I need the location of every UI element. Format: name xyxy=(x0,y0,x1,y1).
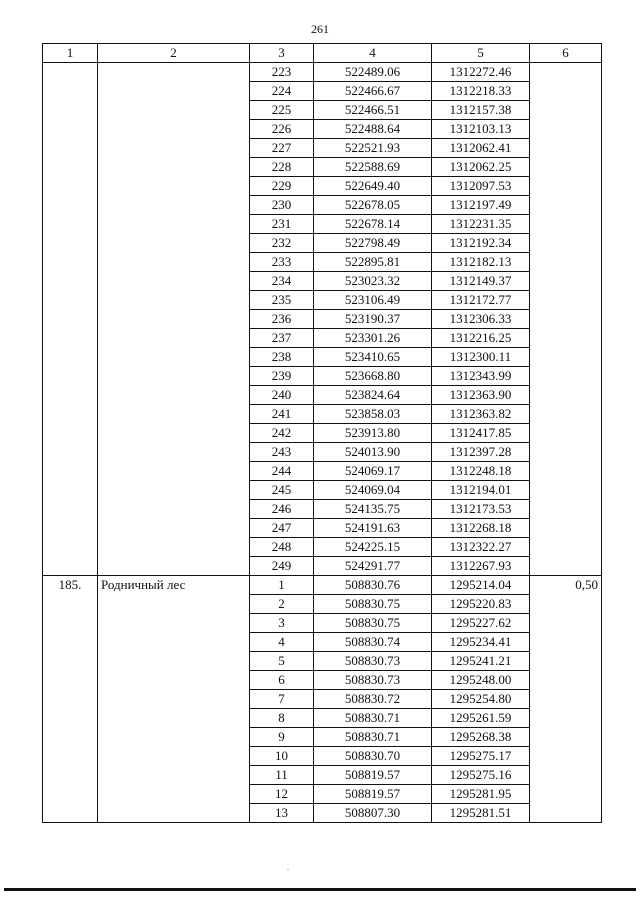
y-coordinate: 1295281.51 xyxy=(432,804,530,823)
y-coordinate: 1312197.49 xyxy=(432,196,530,215)
x-coordinate: 524069.04 xyxy=(314,481,432,500)
area-value: 0,50 xyxy=(530,576,602,823)
x-coordinate: 522466.51 xyxy=(314,101,432,120)
x-coordinate: 524225.15 xyxy=(314,538,432,557)
point-index: 11 xyxy=(250,766,314,785)
point-index: 233 xyxy=(250,253,314,272)
x-coordinate: 523301.26 xyxy=(314,329,432,348)
column-header: 6 xyxy=(530,44,602,63)
x-coordinate: 508830.73 xyxy=(314,652,432,671)
x-coordinate: 508830.73 xyxy=(314,671,432,690)
point-index: 12 xyxy=(250,785,314,804)
x-coordinate: 523410.65 xyxy=(314,348,432,367)
table-row xyxy=(43,576,602,595)
x-coordinate: 524069.17 xyxy=(314,462,432,481)
point-index: 239 xyxy=(250,367,314,386)
point-index: 232 xyxy=(250,234,314,253)
point-index: 4 xyxy=(250,633,314,652)
scan-mark xyxy=(287,869,289,870)
x-coordinate: 523190.37 xyxy=(314,310,432,329)
y-coordinate: 1312343.99 xyxy=(432,367,530,386)
header-row xyxy=(43,44,602,63)
x-coordinate: 508830.75 xyxy=(314,614,432,633)
point-index: 247 xyxy=(250,519,314,538)
x-coordinate: 522678.14 xyxy=(314,215,432,234)
x-coordinate: 508830.70 xyxy=(314,747,432,766)
x-coordinate: 508830.71 xyxy=(314,709,432,728)
point-index: 9 xyxy=(250,728,314,747)
x-coordinate: 522678.05 xyxy=(314,196,432,215)
y-coordinate: 1312182.13 xyxy=(432,253,530,272)
x-coordinate: 524013.90 xyxy=(314,443,432,462)
y-coordinate: 1312216.25 xyxy=(432,329,530,348)
y-coordinate: 1295275.16 xyxy=(432,766,530,785)
x-coordinate: 522466.67 xyxy=(314,82,432,101)
y-coordinate: 1312173.53 xyxy=(432,500,530,519)
y-coordinate: 1295261.59 xyxy=(432,709,530,728)
point-index: 241 xyxy=(250,405,314,424)
object-number: 185. xyxy=(43,576,98,823)
point-index: 229 xyxy=(250,177,314,196)
point-index: 225 xyxy=(250,101,314,120)
point-index: 10 xyxy=(250,747,314,766)
point-index: 6 xyxy=(250,671,314,690)
x-coordinate: 508830.74 xyxy=(314,633,432,652)
area-value xyxy=(530,63,602,576)
y-coordinate: 1312192.34 xyxy=(432,234,530,253)
column-header: 4 xyxy=(314,44,432,63)
table-row xyxy=(43,63,602,82)
x-coordinate: 508830.72 xyxy=(314,690,432,709)
y-coordinate: 1312306.33 xyxy=(432,310,530,329)
y-coordinate: 1312218.33 xyxy=(432,82,530,101)
y-coordinate: 1312322.27 xyxy=(432,538,530,557)
point-index: 231 xyxy=(250,215,314,234)
point-index: 244 xyxy=(250,462,314,481)
x-coordinate: 522488.64 xyxy=(314,120,432,139)
x-coordinate: 508830.75 xyxy=(314,595,432,614)
column-header: 1 xyxy=(43,44,98,63)
y-coordinate: 1312231.35 xyxy=(432,215,530,234)
point-index: 249 xyxy=(250,557,314,576)
y-coordinate: 1295275.17 xyxy=(432,747,530,766)
point-index: 7 xyxy=(250,690,314,709)
point-index: 240 xyxy=(250,386,314,405)
y-coordinate: 1295254.80 xyxy=(432,690,530,709)
y-coordinate: 1295220.83 xyxy=(432,595,530,614)
point-index: 2 xyxy=(250,595,314,614)
x-coordinate: 508830.76 xyxy=(314,576,432,595)
point-index: 245 xyxy=(250,481,314,500)
y-coordinate: 1312300.11 xyxy=(432,348,530,367)
y-coordinate: 1295214.04 xyxy=(432,576,530,595)
x-coordinate: 523913.80 xyxy=(314,424,432,443)
point-index: 238 xyxy=(250,348,314,367)
y-coordinate: 1312194.01 xyxy=(432,481,530,500)
x-coordinate: 523668.80 xyxy=(314,367,432,386)
x-coordinate: 523824.64 xyxy=(314,386,432,405)
point-index: 1 xyxy=(250,576,314,595)
point-index: 5 xyxy=(250,652,314,671)
object-name xyxy=(98,63,250,576)
x-coordinate: 522895.81 xyxy=(314,253,432,272)
point-index: 248 xyxy=(250,538,314,557)
y-coordinate: 1312267.93 xyxy=(432,557,530,576)
point-index: 227 xyxy=(250,139,314,158)
point-index: 3 xyxy=(250,614,314,633)
y-coordinate: 1295227.62 xyxy=(432,614,530,633)
point-index: 234 xyxy=(250,272,314,291)
y-coordinate: 1312062.25 xyxy=(432,158,530,177)
y-coordinate: 1312397.28 xyxy=(432,443,530,462)
y-coordinate: 1295234.41 xyxy=(432,633,530,652)
point-index: 224 xyxy=(250,82,314,101)
point-index: 242 xyxy=(250,424,314,443)
y-coordinate: 1295281.95 xyxy=(432,785,530,804)
point-index: 243 xyxy=(250,443,314,462)
x-coordinate: 524135.75 xyxy=(314,500,432,519)
y-coordinate: 1312097.53 xyxy=(432,177,530,196)
x-coordinate: 508819.57 xyxy=(314,766,432,785)
point-index: 8 xyxy=(250,709,314,728)
column-header: 5 xyxy=(432,44,530,63)
point-index: 246 xyxy=(250,500,314,519)
point-index: 230 xyxy=(250,196,314,215)
page-number: 261 xyxy=(311,22,329,36)
point-index: 236 xyxy=(250,310,314,329)
y-coordinate: 1312149.37 xyxy=(432,272,530,291)
point-index: 228 xyxy=(250,158,314,177)
table-body xyxy=(43,63,602,823)
x-coordinate: 508830.71 xyxy=(314,728,432,747)
y-coordinate: 1312172.77 xyxy=(432,291,530,310)
point-index: 13 xyxy=(250,804,314,823)
x-coordinate: 523106.49 xyxy=(314,291,432,310)
point-index: 223 xyxy=(250,63,314,82)
x-coordinate: 522521.93 xyxy=(314,139,432,158)
point-index: 237 xyxy=(250,329,314,348)
y-coordinate: 1312157.38 xyxy=(432,101,530,120)
y-coordinate: 1295268.38 xyxy=(432,728,530,747)
x-coordinate: 522649.40 xyxy=(314,177,432,196)
x-coordinate: 522489.06 xyxy=(314,63,432,82)
object-name: Родничный лес xyxy=(98,576,250,823)
point-index: 235 xyxy=(250,291,314,310)
x-coordinate: 522588.69 xyxy=(314,158,432,177)
coordinates-table xyxy=(42,43,602,823)
y-coordinate: 1312363.90 xyxy=(432,386,530,405)
y-coordinate: 1312272.46 xyxy=(432,63,530,82)
x-coordinate: 508807.30 xyxy=(314,804,432,823)
x-coordinate: 524291.77 xyxy=(314,557,432,576)
x-coordinate: 508819.57 xyxy=(314,785,432,804)
y-coordinate: 1312103.13 xyxy=(432,120,530,139)
x-coordinate: 522798.49 xyxy=(314,234,432,253)
x-coordinate: 524191.63 xyxy=(314,519,432,538)
y-coordinate: 1295241.21 xyxy=(432,652,530,671)
y-coordinate: 1312062.41 xyxy=(432,139,530,158)
x-coordinate: 523858.03 xyxy=(314,405,432,424)
column-header: 2 xyxy=(98,44,250,63)
footer-rule xyxy=(4,888,636,891)
y-coordinate: 1312417.85 xyxy=(432,424,530,443)
x-coordinate: 523023.32 xyxy=(314,272,432,291)
point-index: 226 xyxy=(250,120,314,139)
object-number xyxy=(43,63,98,576)
y-coordinate: 1295248.00 xyxy=(432,671,530,690)
y-coordinate: 1312268.18 xyxy=(432,519,530,538)
y-coordinate: 1312363.82 xyxy=(432,405,530,424)
column-header: 3 xyxy=(250,44,314,63)
y-coordinate: 1312248.18 xyxy=(432,462,530,481)
